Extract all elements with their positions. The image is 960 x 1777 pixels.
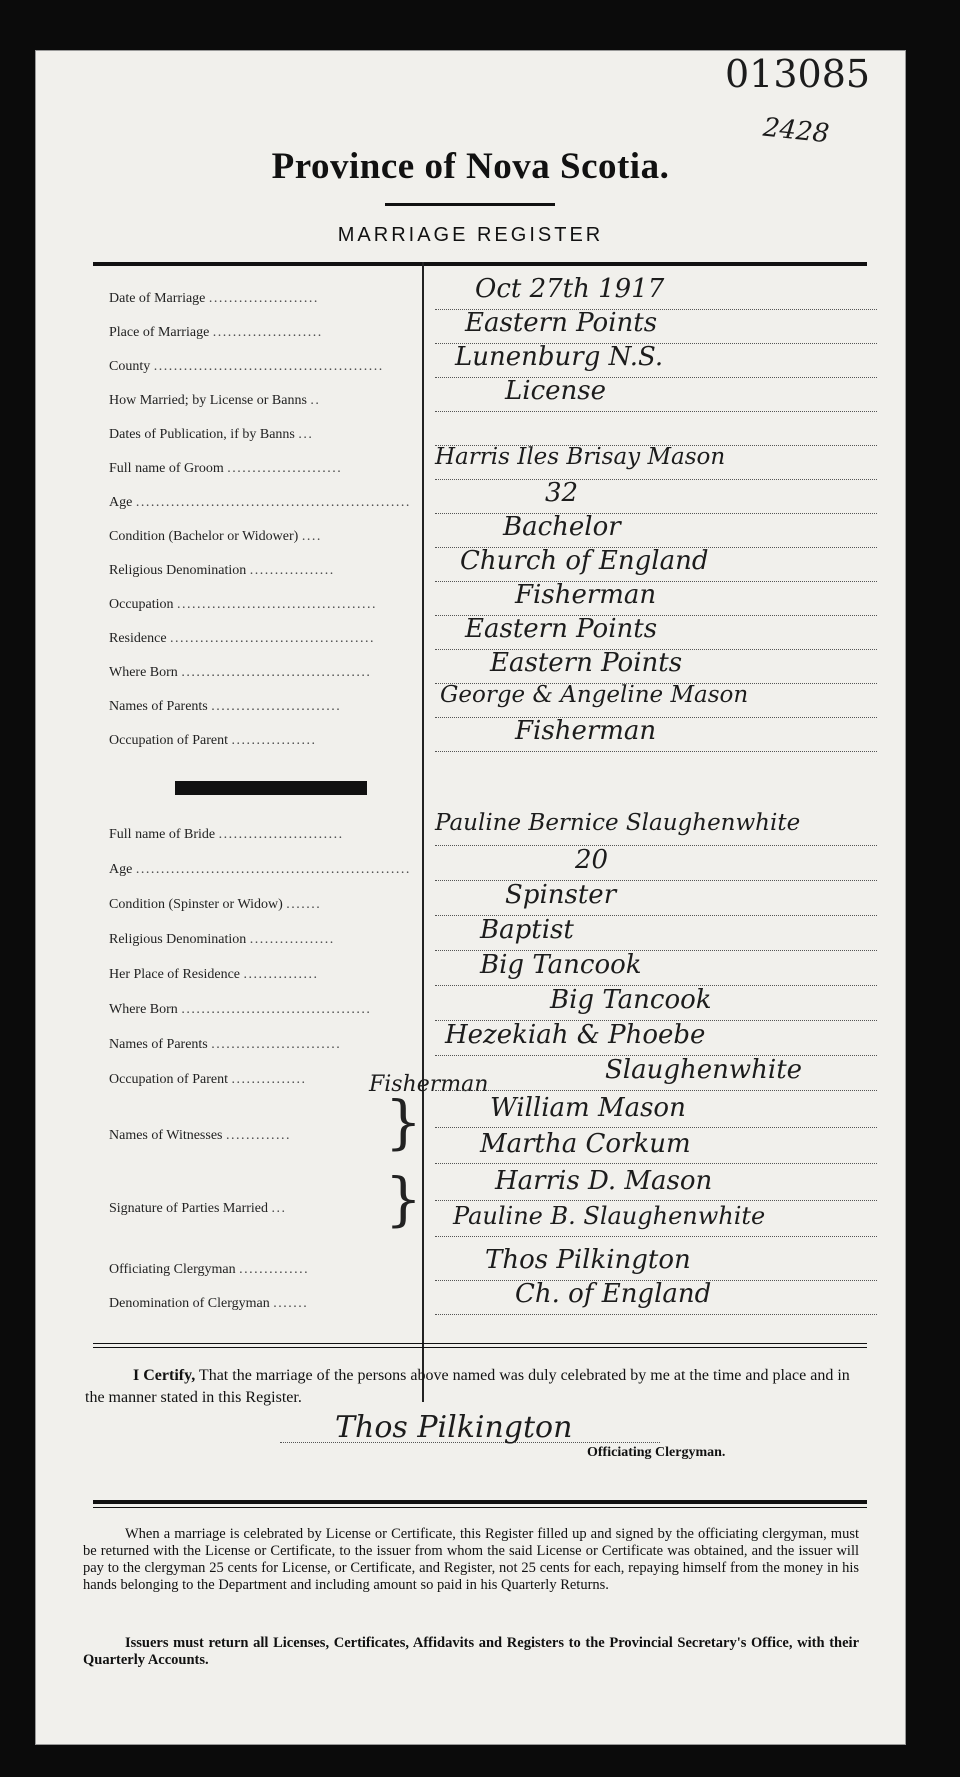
field-value-bride-name: Pauline Bernice Slaughenwhite xyxy=(435,810,801,836)
field-label-groom-parent-occupation: Occupation of Parent ................. xyxy=(109,733,317,748)
field-label-how-married: How Married; by License or Banns .. xyxy=(109,393,321,408)
field-value-bride-condition: Spinster xyxy=(505,880,617,910)
certificate-rule-top-2 xyxy=(93,1347,867,1348)
field-value-groom-where-born: Eastern Points xyxy=(490,648,683,678)
field-label-groom-religion: Religious Denomination ................. xyxy=(109,563,335,578)
field-label-groom-name: Full name of Groom ....................... xyxy=(109,461,343,476)
field-value-how-married: License xyxy=(505,376,607,406)
certificate-signature: Thos Pilkington xyxy=(335,1410,573,1445)
field-value-groom-parents: George & Angeline Mason xyxy=(440,682,749,708)
field-label-bride-parent-occupation: Occupation of Parent ............... xyxy=(109,1072,307,1087)
field-label-witnesses: Names of Witnesses ............. xyxy=(109,1128,291,1143)
notice-paragraph-2: Issuers must return all Licenses, Certificates, Affidavits and Registers to the Provincial Secretary's Office, with their Quarterly Accounts. xyxy=(83,1635,859,1668)
field-value-bride-where-born: Big Tancook xyxy=(550,985,712,1015)
field-label-date-of-marriage: Date of Marriage ...................... xyxy=(109,291,319,306)
field-label-bride-parents: Names of Parents .......................... xyxy=(109,1037,342,1052)
page-number: 2428 xyxy=(761,112,831,150)
field-value-groom-age: 32 xyxy=(545,478,579,508)
field-value-groom-occupation: Fisherman xyxy=(515,580,657,610)
marriage-register-page xyxy=(35,50,906,1745)
field-label-clergy-denomination: Denomination of Clergyman ....... xyxy=(109,1296,309,1311)
field-value-bride-parents: Hezekiah & Phoebe xyxy=(445,1020,706,1050)
document-subtitle: MARRIAGE REGISTER xyxy=(337,224,604,246)
field-value-groom-condition: Bachelor xyxy=(503,512,621,542)
witnesses-brace: } xyxy=(385,1088,422,1156)
field-value-bride-parent-surname: Slaughenwhite xyxy=(605,1055,803,1085)
parties-brace: } xyxy=(385,1165,422,1233)
field-label-bride-religion: Religious Denomination ................. xyxy=(109,932,335,947)
field-label-bride-name: Full name of Bride ......................... xyxy=(109,827,344,842)
field-value-groom-parent-occupation: Fisherman xyxy=(515,716,657,746)
field-label-groom-residence: Residence ......................................... xyxy=(109,631,376,646)
header-rule xyxy=(93,262,867,266)
certificate-rule-top-1 xyxy=(93,1343,867,1344)
field-label-bride-residence: Her Place of Residence ............... xyxy=(109,967,319,982)
party-signature-bride: Pauline B. Slaughenwhite xyxy=(453,1202,766,1230)
notice-paragraph-1: When a marriage is celebrated by License or Certificate, this Register filled up and signed by the officiating clergyman, must be returned with the License or Certificate, to the issuer from whom the said License or Certificate was obtained, and the issuer will pay to the clergyman 25 cents for License, or Certificate, and Register, not 25 cents for each, repaying himself from the money in his hands belonging to the Department and including amount so paid in his Quarterly Returns. xyxy=(83,1526,859,1593)
field-label-dates-of-publication: Dates of Publication, if by Banns ... xyxy=(109,427,314,442)
notice-rule-2 xyxy=(93,1507,867,1508)
field-value-officiating-clergyman: Thos Pilkington xyxy=(485,1245,691,1275)
registration-number: 013085 xyxy=(725,52,871,96)
certify-text: That the marriage of the persons above named was duly celebrated by me at the time and place and in the manner stated in this Register. xyxy=(85,1367,850,1406)
field-label-bride-condition: Condition (Spinster or Widow) ....... xyxy=(109,897,322,912)
field-value-bride-religion: Baptist xyxy=(480,915,574,945)
certificate-statement xyxy=(85,1365,855,1409)
field-value-bride-residence: Big Tancook xyxy=(480,950,642,980)
field-label-place-of-marriage: Place of Marriage ...................... xyxy=(109,325,323,340)
field-value-groom-religion: Church of England xyxy=(460,546,709,576)
field-label-groom-age: Age ....................................................... xyxy=(109,495,411,510)
field-value-bride-parent-occupation: Fisherman xyxy=(369,1072,489,1097)
field-value-county: Lunenburg N.S. xyxy=(455,342,664,372)
field-label-bride-where-born: Where Born ...................................... xyxy=(109,1002,372,1017)
field-value-bride-age: 20 xyxy=(575,845,609,875)
field-value-date-of-marriage: Oct 27th 1917 xyxy=(475,274,665,304)
section-separator-bar xyxy=(175,781,367,795)
certificate-signature-label: Officiating Clergyman. xyxy=(587,1445,726,1460)
field-label-groom-where-born: Where Born ...................................... xyxy=(109,665,372,680)
field-label-groom-parents: Names of Parents .......................... xyxy=(109,699,342,714)
field-label-parties: Signature of Parties Married ... xyxy=(109,1201,287,1216)
field-value-clergy-denomination: Ch. of England xyxy=(515,1279,712,1309)
field-label-officiating-clergyman: Officiating Clergyman .............. xyxy=(109,1262,310,1277)
party-signature-groom: Harris D. Mason xyxy=(495,1166,713,1196)
field-label-county: County .............................................. xyxy=(109,359,384,374)
field-value-groom-residence: Eastern Points xyxy=(465,614,658,644)
field-label-bride-age: Age ....................................................... xyxy=(109,862,411,877)
field-label-groom-occupation: Occupation ........................................ xyxy=(109,597,378,612)
field-value-groom-name: Harris Iles Brisay Mason xyxy=(435,444,726,470)
notice-rule-1 xyxy=(93,1500,867,1504)
document-title: Province of Nova Scotia. xyxy=(271,146,670,187)
certify-lead: I Certify, xyxy=(133,1367,196,1384)
field-value-place-of-marriage: Eastern Points xyxy=(465,308,658,338)
witness-name-2: Martha Corkum xyxy=(480,1129,691,1159)
field-label-groom-condition: Condition (Bachelor or Widower) .... xyxy=(109,529,322,544)
title-underline xyxy=(385,203,555,206)
witness-name-1: William Mason xyxy=(490,1093,686,1123)
